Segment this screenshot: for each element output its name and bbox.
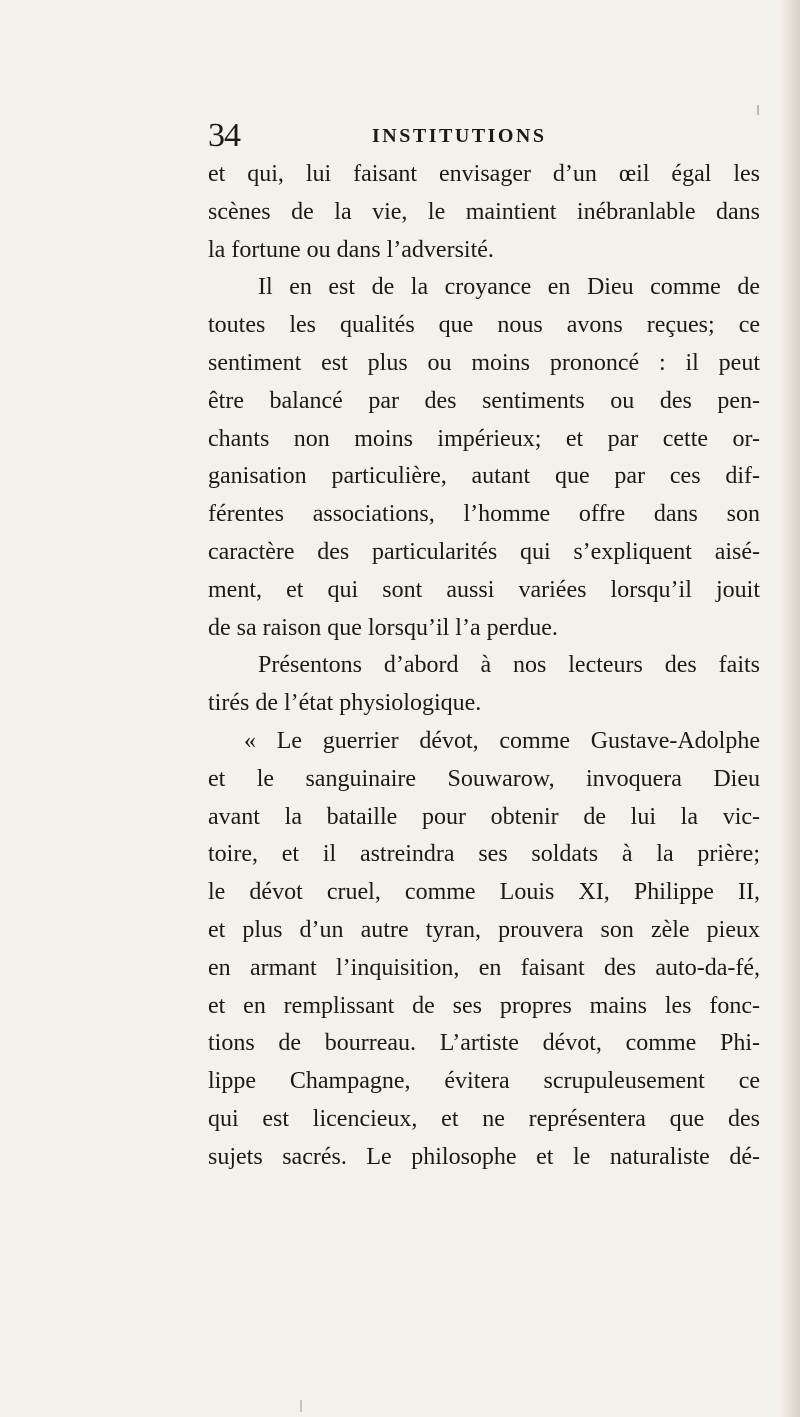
text-line: ganisation particulière, autant que par ces dif- bbox=[208, 463, 760, 490]
text-line: Présentons d’abord à nos lecteurs des faits bbox=[258, 652, 760, 679]
running-title: INSTITUTIONS bbox=[372, 125, 547, 147]
text-line: scènes de la vie, le maintient inébranlable dans bbox=[208, 198, 760, 225]
text-line: sujets sacrés. Le philosophe et le naturaliste dé- bbox=[208, 1143, 760, 1170]
text-line: et le sanguinaire Souwarow, invoquera Dieu bbox=[208, 765, 760, 792]
text-line: être balancé par des sentiments ou des pen- bbox=[208, 387, 760, 414]
page-edge-shadow bbox=[780, 0, 800, 1417]
text-line: sentiment est plus ou moins prononcé : il peut bbox=[208, 349, 760, 376]
body-text bbox=[208, 156, 760, 1177]
text-line: férentes associations, l’homme offre dans son bbox=[208, 501, 760, 528]
text-line: de sa raison que lorsqu’il l’a perdue. bbox=[208, 614, 558, 641]
text-line: avant la bataille pour obtenir de lui la vic- bbox=[208, 803, 760, 830]
text-line: et en remplissant de ses propres mains les fonc- bbox=[208, 992, 760, 1019]
text-line: et qui, lui faisant envisager d’un œil égal les bbox=[208, 161, 760, 187]
text-line: qui est licencieux, et ne représentera que des bbox=[208, 1105, 760, 1132]
text-line: la fortune ou dans l’adversité. bbox=[208, 236, 494, 263]
page-header bbox=[208, 116, 758, 156]
stray-mark bbox=[757, 105, 759, 115]
text-line: le dévot cruel, comme Louis XI, Philippe II, bbox=[208, 879, 760, 906]
text-line: Il en est de la croyance en Dieu comme de bbox=[258, 274, 760, 301]
text-line: « Le guerrier dévot, comme Gustave-Adolphe bbox=[244, 727, 760, 754]
text-line: et plus d’un autre tyran, prouvera son zèle pieux bbox=[208, 916, 760, 943]
text-line: caractère des particularités qui s’expliquent aisé- bbox=[208, 538, 760, 565]
text-line: chants non moins impérieux; et par cette or- bbox=[208, 425, 760, 452]
page-number: 34 bbox=[208, 117, 240, 154]
stray-mark bbox=[300, 1400, 302, 1412]
text-line: toutes les qualités que nous avons reçues; ce bbox=[208, 312, 760, 339]
text-line: lippe Champagne, évitera scrupuleusement ce bbox=[208, 1068, 760, 1095]
text-line: tirés de l’état physiologique. bbox=[208, 690, 482, 717]
text-line: toire, et il astreindra ses soldats à la prière; bbox=[208, 841, 760, 868]
text-line: tions de bourreau. L’artiste dévot, comme Phi- bbox=[208, 1030, 760, 1057]
text-line: en armant l’inquisition, en faisant des auto-da-fé, bbox=[208, 954, 760, 981]
text-line: ment, et qui sont aussi variées lorsqu’il jouit bbox=[208, 576, 760, 603]
